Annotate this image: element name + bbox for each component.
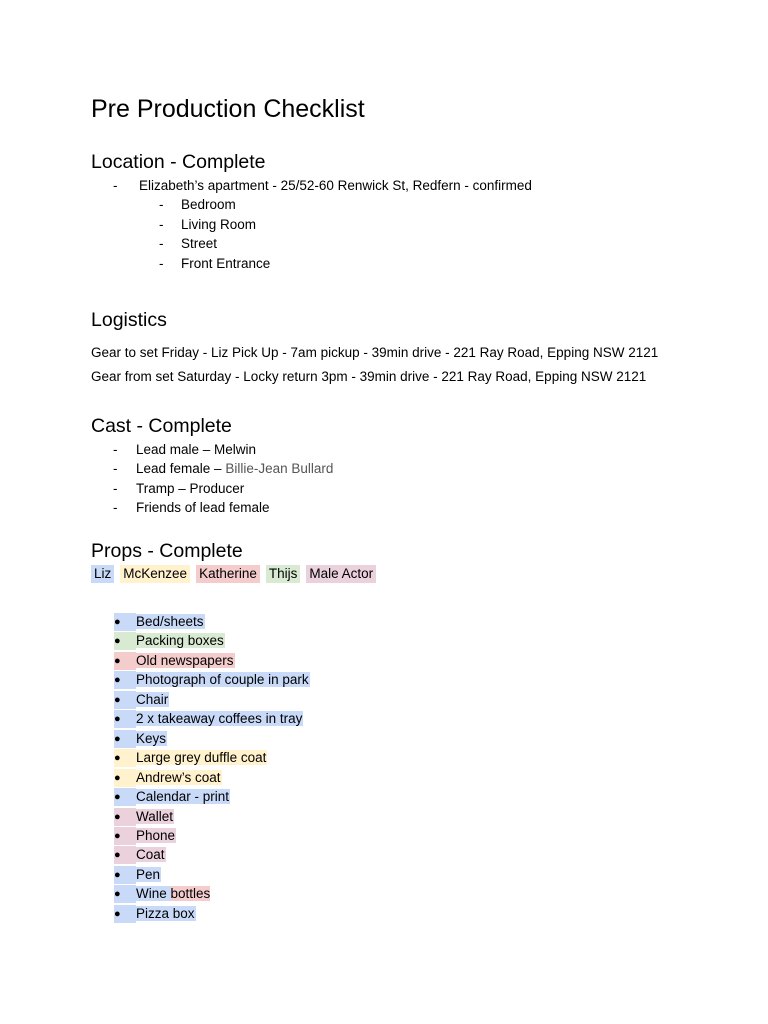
location-sub-item: Street bbox=[181, 236, 218, 251]
prop-item bbox=[136, 671, 310, 689]
cast-item-name: Billie-Jean Bullard bbox=[225, 461, 334, 476]
prop-item bbox=[136, 710, 303, 728]
legend-entry: Thijs bbox=[266, 565, 301, 583]
cast-item bbox=[136, 441, 256, 459]
prop-item-text: Andrew’s coat bbox=[136, 770, 221, 785]
prop-item-text: Bed/sheets bbox=[136, 614, 204, 629]
bullet-icon: ● bbox=[114, 866, 136, 884]
prop-item-text: Pizza box bbox=[136, 906, 195, 921]
legend-entry: Liz bbox=[91, 565, 114, 583]
bullet-icon: ● bbox=[114, 652, 136, 670]
list-dash: - bbox=[113, 442, 118, 457]
legend-entry: McKenzee bbox=[120, 565, 190, 583]
prop-item-text: Pen bbox=[136, 867, 161, 882]
list-dash: - bbox=[113, 481, 118, 496]
cast-item-text: Tramp – Producer bbox=[136, 481, 245, 496]
legend-entry: Male Actor bbox=[306, 565, 376, 583]
list-dash: - bbox=[159, 217, 164, 232]
list-dash: - bbox=[113, 500, 118, 515]
prop-item bbox=[136, 788, 230, 806]
location-sub-item: Bedroom bbox=[181, 197, 236, 212]
bullet-icon: ● bbox=[114, 613, 136, 631]
prop-item-text: Chair bbox=[136, 692, 169, 707]
prop-item-text: Calendar - print bbox=[136, 789, 230, 804]
cast-item-text: Lead male – Melwin bbox=[136, 442, 257, 457]
bullet-icon: ● bbox=[114, 905, 136, 923]
legend-entry: Katherine bbox=[196, 565, 260, 583]
list-dash: - bbox=[113, 461, 118, 476]
props-heading: Props - Complete bbox=[91, 540, 243, 562]
bullet-icon: ● bbox=[114, 788, 136, 806]
props-color-legend bbox=[91, 565, 382, 583]
prop-item bbox=[136, 866, 161, 884]
location-heading: Location - Complete bbox=[91, 151, 266, 173]
prop-item bbox=[136, 905, 196, 923]
logistics-line: Gear to set Friday - Liz Pick Up - 7am pickup - 39min drive - 221 Ray Road, Epping NSW 2121 bbox=[91, 345, 659, 360]
cast-item bbox=[136, 460, 333, 478]
logistics-line: Gear from set Saturday - Locky return 3pm - 39min drive - 221 Ray Road, Epping NSW 2121 bbox=[91, 369, 647, 384]
bullet-icon: ● bbox=[114, 730, 136, 748]
prop-item bbox=[136, 749, 267, 767]
prop-item bbox=[136, 652, 235, 670]
prop-item-text: 2 x takeaway coffees in tray bbox=[136, 711, 303, 726]
bullet-icon: ● bbox=[114, 769, 136, 787]
bullet-icon: ● bbox=[114, 710, 136, 728]
bullet-icon: ● bbox=[114, 885, 136, 903]
prop-item-text: Large grey duffle coat bbox=[136, 750, 267, 765]
prop-item-text: Wallet bbox=[136, 809, 174, 824]
prop-item bbox=[136, 808, 174, 826]
bullet-icon: ● bbox=[114, 808, 136, 826]
prop-item bbox=[136, 846, 166, 864]
prop-item-text: bottles bbox=[170, 886, 211, 901]
list-dash: - bbox=[113, 178, 118, 193]
cast-item-text: Friends of lead female bbox=[136, 500, 270, 515]
bullet-icon: ● bbox=[114, 846, 136, 864]
bullet-icon: ● bbox=[114, 749, 136, 767]
logistics-heading: Logistics bbox=[91, 309, 167, 331]
cast-item bbox=[136, 480, 244, 498]
prop-item-text: Photograph of couple in park bbox=[136, 672, 309, 687]
prop-item bbox=[136, 730, 167, 748]
prop-item-text: Old newspapers bbox=[136, 653, 234, 668]
prop-item bbox=[136, 613, 205, 631]
prop-item-text: Coat bbox=[136, 847, 165, 862]
bullet-icon: ● bbox=[114, 691, 136, 709]
list-dash: - bbox=[159, 236, 164, 251]
cast-item bbox=[136, 499, 270, 517]
prop-item-text: Phone bbox=[136, 828, 176, 843]
bullet-icon: ● bbox=[114, 671, 136, 689]
prop-item bbox=[136, 827, 176, 845]
location-main-item: Elizabeth’s apartment - 25/52-60 Renwick St, Redfern - confirmed bbox=[139, 178, 532, 193]
cast-item-text: Lead female – bbox=[136, 461, 226, 476]
location-sub-item: Living Room bbox=[181, 217, 257, 232]
prop-item-text: Keys bbox=[136, 731, 167, 746]
list-dash: - bbox=[159, 197, 164, 212]
prop-item-text: Packing boxes bbox=[136, 633, 224, 648]
prop-item-text: Wine bbox=[136, 886, 171, 901]
list-dash: - bbox=[159, 256, 164, 271]
location-sub-item: Front Entrance bbox=[181, 256, 271, 271]
bullet-icon: ● bbox=[114, 632, 136, 650]
cast-heading: Cast - Complete bbox=[91, 415, 232, 437]
prop-item bbox=[136, 691, 169, 709]
prop-item bbox=[136, 885, 210, 903]
prop-item bbox=[136, 769, 222, 787]
page-title: Pre Production Checklist bbox=[91, 95, 365, 123]
prop-item bbox=[136, 632, 225, 650]
bullet-icon: ● bbox=[114, 827, 136, 845]
